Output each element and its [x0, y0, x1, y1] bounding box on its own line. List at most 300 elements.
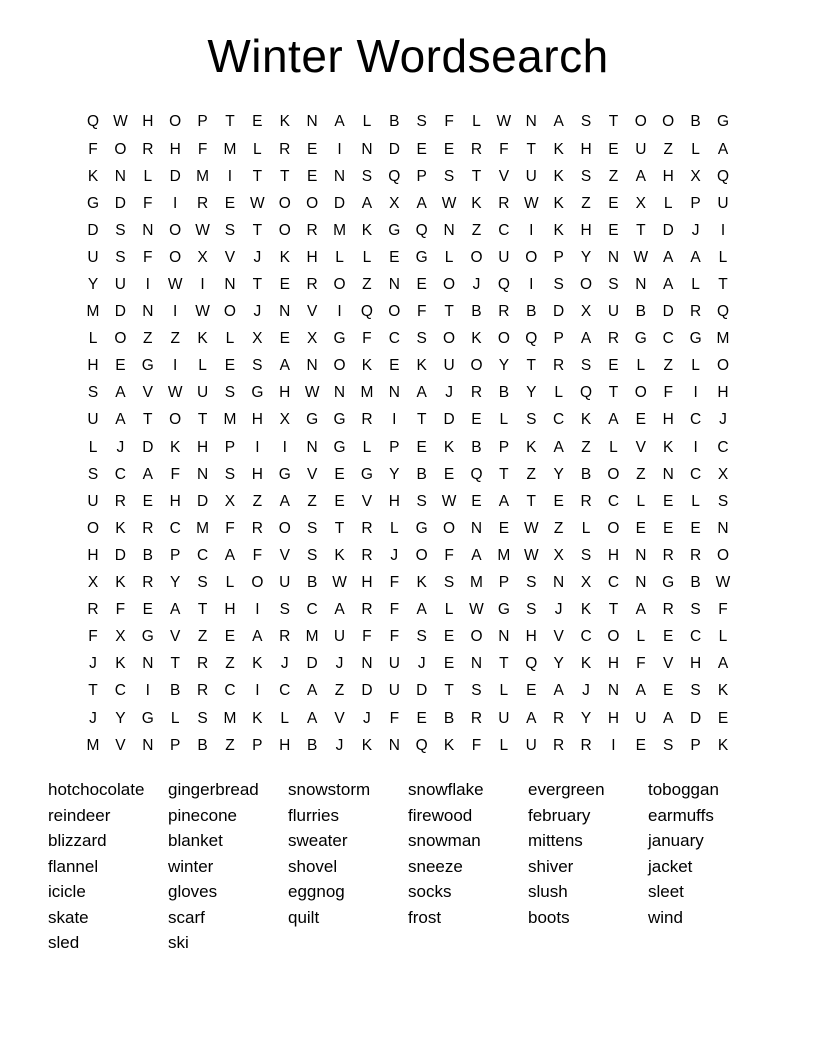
grid-cell: V	[142, 384, 153, 402]
grid-cell: S	[690, 601, 701, 619]
grid-cell: P	[690, 194, 701, 212]
grid-cell: O	[443, 330, 456, 348]
grid-cell: O	[169, 113, 182, 131]
grid-cell: Q	[360, 303, 373, 321]
grid-cell: R	[361, 519, 373, 537]
grid-cell: O	[169, 411, 182, 429]
grid-cell: E	[663, 492, 674, 510]
grid-cell: C	[498, 221, 510, 239]
word-list-item: frost	[408, 907, 442, 927]
word-list-item: reindeer	[48, 805, 111, 825]
grid-cell: I	[282, 438, 287, 456]
word-list-item: february	[528, 805, 591, 825]
grid-cell: A	[663, 709, 674, 727]
grid-cell: D	[87, 221, 99, 239]
word-list-column	[168, 777, 288, 956]
grid-cell: I	[611, 736, 616, 754]
grid-cell: N	[306, 357, 318, 375]
grid-cell: E	[443, 140, 455, 158]
grid-cell: L	[718, 248, 728, 266]
grid-cell: K	[580, 411, 592, 429]
grid-cell: O	[634, 113, 647, 131]
grid-cell: X	[115, 628, 126, 646]
grid-cell: T	[197, 601, 208, 619]
grid-cell: T	[252, 167, 263, 185]
grid-cell: H	[306, 248, 318, 266]
grid-cell: X	[690, 167, 701, 185]
grid-cell: K	[580, 601, 592, 619]
grid-cell: H	[87, 357, 99, 375]
grid-cell: S	[416, 492, 427, 510]
grid-cell: E	[635, 411, 646, 429]
word-list-item: eggnog	[288, 882, 345, 902]
grid-cell: M	[196, 167, 210, 185]
grid-cell: R	[279, 628, 291, 646]
grid-cell: A	[115, 411, 126, 429]
grid-cell: I	[693, 438, 698, 456]
grid-cell: O	[607, 465, 620, 483]
grid-cell: Y	[526, 384, 537, 402]
grid-cell: E	[416, 276, 427, 293]
word-list-item: flannel	[48, 856, 99, 876]
grid-cell: Q	[388, 167, 401, 185]
grid-cell: C	[196, 546, 209, 564]
grid-cell: E	[608, 140, 619, 158]
grid-cell: L	[253, 140, 262, 158]
grid-cell: H	[662, 411, 674, 429]
grid-cell: H	[717, 384, 729, 402]
grid-cell: V	[306, 303, 318, 321]
grid-cell: P	[252, 736, 263, 754]
grid-cell: C	[114, 465, 126, 483]
grid-cell: K	[279, 248, 290, 266]
grid-cell: J	[116, 438, 125, 456]
grid-cell: N	[635, 546, 647, 564]
grid-cell: F	[389, 709, 400, 727]
grid-cell: F	[499, 140, 509, 158]
grid-cell: R	[498, 303, 510, 321]
grid-cell: U	[635, 140, 647, 158]
grid-cell: X	[224, 492, 236, 510]
grid-cell: S	[224, 465, 236, 483]
grid-cell: I	[145, 682, 150, 700]
grid-cell: Q	[525, 330, 538, 348]
word-list-column	[528, 777, 648, 956]
grid-cell: A	[279, 357, 290, 375]
grid-cell: G	[333, 438, 346, 456]
grid-cell: F	[444, 546, 454, 564]
grid-cell: K	[115, 655, 126, 673]
grid-cell: Z	[663, 140, 673, 158]
grid-cell: A	[553, 113, 564, 131]
grid-cell: H	[662, 167, 674, 185]
word-list-item: wind	[648, 907, 683, 927]
grid-cell: L	[362, 438, 372, 456]
grid-cell: Z	[307, 492, 317, 510]
grid-cell: W	[332, 574, 347, 592]
grid-cell: B	[306, 574, 318, 592]
grid-cell: Q	[415, 221, 428, 239]
grid-cell: P	[553, 248, 564, 266]
grid-cell: S	[471, 682, 482, 700]
grid-cell: W	[195, 303, 210, 321]
grid-cell: E	[443, 655, 455, 673]
grid-cell: H	[169, 140, 181, 158]
grid-cell: S	[717, 492, 729, 510]
grid-cell: G	[278, 465, 291, 483]
grid-cell: D	[443, 411, 455, 429]
grid-cell: S	[443, 574, 455, 592]
grid-cell: L	[280, 709, 290, 727]
grid-cell: C	[224, 682, 236, 700]
word-list-column	[288, 777, 408, 956]
grid-cell: H	[388, 492, 400, 510]
grid-cell: O	[114, 140, 127, 158]
grid-cell: S	[526, 411, 537, 429]
grid-cell: G	[333, 330, 346, 348]
grid-cell: U	[607, 303, 620, 321]
grid-cell: A	[170, 601, 181, 619]
grid-cell: C	[607, 492, 620, 510]
grid-cell: S	[197, 709, 208, 727]
grid-cell: W	[441, 492, 457, 510]
grid-cell: U	[279, 574, 291, 592]
grid-cell: W	[496, 113, 512, 131]
grid-cell: E	[663, 519, 674, 537]
grid-cell: M	[196, 519, 210, 537]
grid-cell: M	[223, 140, 237, 158]
grid-cell: Z	[608, 167, 619, 185]
grid-cell: C	[580, 628, 592, 646]
grid-cell: P	[170, 546, 181, 564]
grid-cell: S	[115, 221, 126, 239]
grid-cell: U	[87, 492, 99, 510]
grid-cell: A	[635, 167, 646, 185]
grid-cell: L	[554, 384, 563, 402]
grid-cell: B	[580, 465, 592, 483]
page-title: Winter Wordsearch	[207, 30, 609, 82]
grid-cell: K	[663, 438, 674, 456]
grid-cell: S	[553, 276, 564, 293]
grid-cell: M	[86, 736, 100, 754]
grid-cell: V	[279, 546, 290, 564]
grid-cell: D	[114, 194, 126, 212]
grid-cell: L	[581, 519, 591, 537]
grid-cell: A	[142, 465, 153, 483]
grid-cell: Z	[170, 330, 180, 348]
word-list-item: snowflake	[408, 780, 484, 800]
grid-cell: R	[306, 221, 318, 239]
grid-cell: N	[306, 113, 318, 131]
word-list-column	[408, 777, 528, 956]
grid-cell: A	[115, 384, 126, 402]
grid-cell: F	[389, 601, 400, 619]
grid-cell: L	[691, 276, 700, 293]
grid-cell: F	[444, 113, 454, 131]
grid-cell: U	[443, 357, 455, 375]
grid-cell: O	[497, 330, 510, 348]
grid-cell: J	[335, 736, 344, 754]
grid-cell: R	[690, 303, 702, 321]
grid-cell: B	[471, 303, 482, 321]
grid-cell: F	[252, 546, 263, 564]
grid-cell: F	[197, 140, 208, 158]
grid-cell: V	[663, 655, 674, 673]
grid-cell: N	[443, 221, 455, 239]
grid-cell: R	[470, 140, 483, 158]
grid-cell: A	[635, 601, 646, 619]
grid-cell: O	[251, 574, 264, 592]
grid-cell: L	[718, 628, 728, 646]
grid-cell: R	[306, 276, 318, 293]
grid-cell: L	[88, 438, 98, 456]
grid-cell: E	[224, 357, 236, 375]
grid-cell: G	[141, 357, 154, 375]
grid-cell: Z	[553, 519, 564, 537]
grid-cell: T	[636, 221, 646, 239]
grid-cell: S	[580, 113, 592, 131]
grid-cell: R	[662, 546, 674, 564]
grid-cell: X	[580, 303, 592, 321]
grid-cell: E	[306, 140, 318, 158]
grid-cell: N	[142, 655, 154, 673]
grid-cell: O	[333, 357, 346, 375]
grid-cell: I	[337, 140, 342, 158]
word-list	[48, 777, 816, 956]
grid-cell: C	[690, 411, 702, 429]
grid-cell: T	[608, 384, 619, 402]
grid-cell: K	[553, 140, 564, 158]
grid-cell: L	[143, 167, 153, 185]
grid-cell: O	[415, 546, 428, 564]
grid-cell: U	[333, 628, 346, 646]
grid-cell: B	[306, 736, 318, 754]
grid-cell: S	[197, 574, 208, 592]
grid-cell: C	[114, 682, 126, 700]
grid-cell: N	[662, 465, 674, 483]
grid-cell: P	[553, 330, 564, 348]
grid-cell: O	[278, 519, 291, 537]
grid-cell: S	[87, 384, 99, 402]
grid-cell: N	[361, 140, 373, 158]
grid-cell: N	[470, 655, 483, 673]
grid-cell: Y	[580, 709, 592, 727]
grid-cell: V	[498, 167, 510, 185]
grid-cell: R	[361, 601, 373, 619]
grid-cell: D	[142, 438, 154, 456]
grid-cell: F	[88, 140, 98, 158]
grid-cell: F	[362, 330, 372, 348]
grid-cell: A	[690, 248, 701, 266]
grid-cell: S	[580, 167, 592, 185]
grid-cell: S	[115, 248, 126, 266]
word-list-item: snowman	[408, 831, 481, 851]
word-list-item: snowstorm	[288, 780, 371, 800]
grid-cell: E	[690, 519, 701, 537]
grid-cell: Z	[526, 465, 536, 483]
grid-cell: B	[690, 574, 701, 592]
grid-cell: N	[142, 221, 154, 239]
grid-cell: N	[717, 519, 729, 537]
grid-cell: G	[388, 221, 401, 239]
grid-cell: J	[280, 655, 289, 673]
word-list-item: boots	[528, 907, 570, 927]
grid-cell: I	[173, 303, 178, 321]
grid-cell: A	[553, 682, 564, 700]
grid-cell: T	[499, 655, 509, 673]
grid-cell: A	[717, 140, 729, 158]
grid-cell: O	[634, 384, 647, 402]
grid-cell: G	[360, 465, 373, 483]
grid-cell: R	[553, 709, 565, 727]
grid-cell: L	[609, 438, 618, 456]
grid-cell: O	[333, 276, 346, 293]
grid-cell: F	[636, 655, 646, 673]
grid-cell: J	[472, 276, 481, 293]
grid-cell: I	[392, 411, 397, 429]
grid-cell: W	[167, 276, 183, 293]
grid-cell: U	[525, 167, 537, 185]
grid-cell: R	[196, 655, 209, 673]
grid-cell: E	[553, 492, 564, 510]
grid-cell: U	[114, 276, 126, 293]
grid-cell: D	[114, 546, 126, 564]
grid-cell: K	[252, 655, 263, 673]
grid-cell: C	[279, 682, 291, 700]
grid-cell: E	[608, 221, 619, 239]
grid-cell: C	[607, 574, 620, 592]
grid-cell: B	[690, 113, 701, 131]
grid-cell: F	[389, 628, 400, 646]
grid-cell: U	[525, 736, 537, 754]
grid-cell: H	[580, 140, 592, 158]
grid-cell: N	[114, 167, 126, 185]
grid-cell: W	[523, 194, 539, 212]
grid-cell: Z	[636, 465, 646, 483]
grid-cell: K	[553, 194, 564, 212]
grid-cell: G	[333, 411, 346, 429]
grid-cell: T	[471, 167, 482, 185]
grid-cell: L	[225, 330, 235, 348]
grid-cell: U	[196, 384, 209, 402]
grid-cell: B	[498, 384, 510, 402]
grid-cell: W	[441, 194, 457, 212]
word-list-item: sled	[48, 933, 80, 953]
grid-cell: A	[416, 601, 427, 619]
grid-cell: L	[362, 113, 372, 131]
grid-cell: R	[580, 492, 592, 510]
wordsearch-grid	[79, 109, 736, 759]
grid-cell: V	[635, 438, 646, 456]
grid-cell: L	[444, 601, 454, 619]
grid-cell: E	[224, 194, 236, 212]
grid-cell: U	[388, 682, 400, 700]
grid-cell: O	[278, 221, 291, 239]
grid-cell: D	[662, 221, 674, 239]
grid-cell: V	[553, 628, 564, 646]
grid-cell: D	[662, 303, 674, 321]
grid-cell: C	[306, 601, 318, 619]
grid-cell: W	[469, 601, 484, 619]
grid-cell: L	[170, 709, 180, 727]
grid-cell: O	[662, 113, 675, 131]
grid-cell: B	[170, 682, 181, 700]
grid-cell: K	[361, 736, 373, 754]
grid-cell: R	[361, 546, 373, 564]
grid-cell: I	[255, 601, 260, 619]
grid-cell: Z	[225, 655, 235, 673]
grid-cell: M	[86, 303, 100, 321]
grid-cell: M	[305, 628, 319, 646]
grid-cell: S	[416, 113, 427, 131]
grid-cell: G	[634, 330, 647, 348]
grid-cell: H	[580, 221, 592, 239]
grid-cell: N	[525, 113, 537, 131]
grid-cell: I	[227, 167, 233, 185]
grid-cell: C	[690, 465, 702, 483]
grid-cell: S	[443, 167, 455, 185]
word-list-item: gloves	[168, 882, 218, 902]
word-list-item: skate	[48, 907, 89, 927]
grid-cell: A	[526, 709, 537, 727]
grid-cell: L	[362, 248, 372, 266]
grid-cell: H	[251, 411, 263, 429]
grid-cell: G	[689, 330, 702, 348]
grid-cell: T	[88, 682, 98, 700]
word-list-item: sweater	[288, 831, 348, 851]
grid-cell: T	[608, 113, 619, 131]
grid-cell: O	[470, 628, 483, 646]
grid-cell: O	[223, 303, 236, 321]
grid-cell: Z	[581, 194, 591, 212]
grid-cell: Z	[334, 682, 345, 700]
grid-cell: J	[363, 709, 371, 727]
grid-cell: P	[416, 167, 427, 185]
grid-cell: R	[361, 411, 373, 429]
grid-cell: S	[416, 628, 427, 646]
grid-cell: R	[142, 574, 154, 592]
grid-cell: M	[333, 221, 346, 239]
grid-cell: E	[526, 682, 537, 700]
grid-cell: W	[523, 519, 539, 537]
grid-cell: S	[663, 736, 674, 754]
grid-cell: M	[223, 709, 237, 727]
grid-cell: A	[306, 709, 318, 727]
grid-cell: L	[444, 248, 454, 266]
grid-cell: K	[252, 709, 263, 727]
grid-cell: H	[607, 709, 620, 727]
grid-cell: B	[635, 303, 646, 321]
grid-cell: T	[170, 655, 180, 673]
grid-cell: X	[306, 330, 318, 348]
grid-cell: L	[691, 140, 700, 158]
grid-cell: K	[443, 438, 455, 456]
grid-cell: E	[334, 465, 345, 483]
grid-cell: H	[525, 628, 537, 646]
grid-cell: W	[250, 194, 265, 212]
grid-cell: R	[498, 194, 510, 212]
grid-cell: K	[580, 655, 592, 673]
grid-cell: Z	[225, 736, 235, 754]
word-list-item: firewood	[408, 805, 473, 825]
grid-cell: G	[141, 709, 154, 727]
grid-cell: F	[143, 248, 153, 266]
grid-cell: H	[279, 736, 291, 754]
grid-cell: R	[87, 601, 99, 619]
grid-cell: K	[416, 357, 427, 375]
word-list-item: shovel	[288, 856, 338, 876]
grid-cell: A	[580, 330, 592, 348]
